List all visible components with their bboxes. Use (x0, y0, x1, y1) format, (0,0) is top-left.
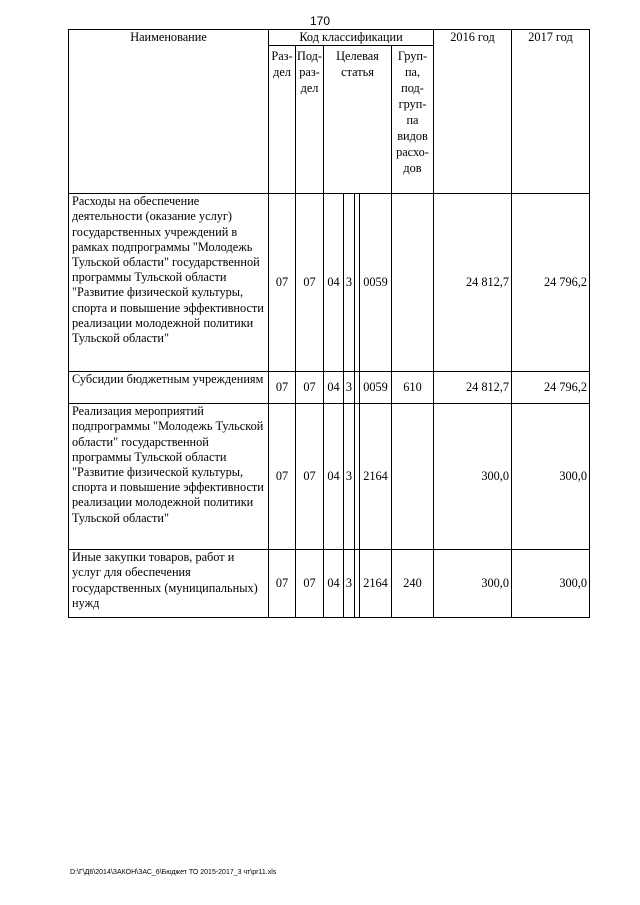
row-podrazdel: 07 (296, 550, 324, 618)
row-razdel: 07 (269, 550, 296, 618)
row-ts1: 04 (324, 372, 344, 404)
row-y2016: 300,0 (434, 404, 512, 550)
table-row (69, 194, 590, 372)
row-podrazdel: 07 (296, 404, 324, 550)
row-podrazdel: 07 (296, 372, 324, 404)
budget-table (68, 29, 590, 618)
row-y2016: 300,0 (434, 550, 512, 618)
row-y2017: 300,0 (512, 550, 590, 618)
row-ts2: 3 (344, 372, 355, 404)
row-ts4: 2164 (360, 404, 392, 550)
row-vid: 610 (392, 372, 434, 404)
row-y2017: 24 796,2 (512, 372, 590, 404)
row-y2017: 24 796,2 (512, 194, 590, 372)
row-ts1: 04 (324, 404, 344, 550)
row-name: Реализация мероприятий подпрограммы "Молодежь Тульской области" государственной программы Тульской области "Развитие физической культуры, спорта и повышение эффективности реализации молодежной политики Тульской области" (69, 404, 269, 550)
row-ts1: 04 (324, 550, 344, 618)
row-vid: 240 (392, 550, 434, 618)
table-row (69, 550, 590, 618)
page-number: 170 (309, 14, 331, 28)
header-expense-group: Груп- па, под- груп- па видов расхо- дов (392, 46, 434, 194)
row-ts1: 04 (324, 194, 344, 372)
table-row (69, 372, 590, 404)
row-y2017: 300,0 (512, 404, 590, 550)
row-name: Расходы на обеспечение деятельности (оказание услуг) государственных учреждений в рамках подпрограммы "Молодежь Тульской области" государственной программы Тульской области "Развитие физической культуры, спорта и повышение эффективности реализации молодежной политики Тульской области" (69, 194, 269, 372)
header-year-2016: 2016 год (434, 30, 512, 194)
row-razdel: 07 (269, 404, 296, 550)
header-podrazdel: Под- раз- дел (296, 46, 324, 194)
row-ts4: 0059 (360, 372, 392, 404)
row-vid (392, 404, 434, 550)
row-y2016: 24 812,7 (434, 194, 512, 372)
row-y2016: 24 812,7 (434, 372, 512, 404)
row-ts2: 3 (344, 404, 355, 550)
header-row-1 (69, 30, 590, 46)
header-target-article: Целевая статья (324, 46, 392, 194)
row-ts4: 2164 (360, 550, 392, 618)
row-podrazdel: 07 (296, 194, 324, 372)
header-code-group: Код классификации (269, 30, 434, 46)
header-name: Наименование (69, 30, 269, 194)
row-ts2: 3 (344, 550, 355, 618)
row-razdel: 07 (269, 372, 296, 404)
table-row (69, 404, 590, 550)
row-name: Субсидии бюджетным учреждениям (69, 372, 269, 404)
row-name: Иные закупки товаров, работ и услуг для обеспечения государственных (муниципальных) нужд (69, 550, 269, 618)
header-year-2017: 2017 год (512, 30, 590, 194)
header-razdel: Раз- дел (269, 46, 296, 194)
row-razdel: 07 (269, 194, 296, 372)
row-ts2: 3 (344, 194, 355, 372)
row-vid (392, 194, 434, 372)
footer-file-path: D:\Г\Д6\2014\ЗАКОН\ЗАС_6\Бюджет ТО 2015-2017_3 чт\pr11.xls (70, 869, 277, 876)
row-ts4: 0059 (360, 194, 392, 372)
